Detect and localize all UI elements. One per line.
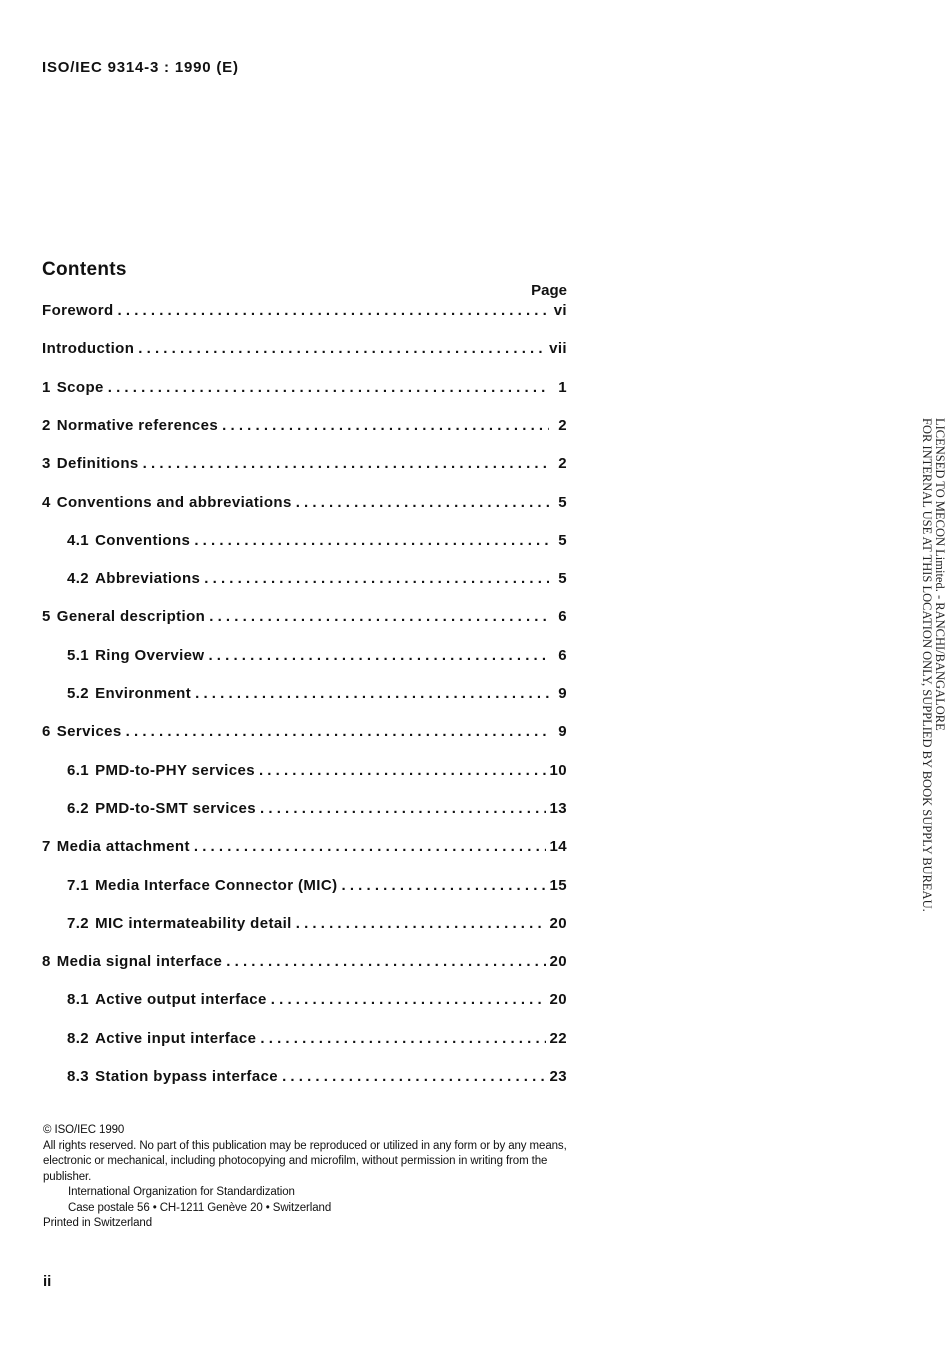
toc-entry-page: 13: [549, 800, 567, 817]
toc-leader-dots: [108, 379, 549, 396]
toc-entry-page: 5: [558, 532, 567, 549]
toc-entry[interactable]: [67, 915, 567, 932]
toc-entry[interactable]: [42, 838, 567, 855]
toc-entry-number: 2: [42, 417, 51, 434]
toc-leader-dots: [226, 953, 545, 970]
toc-entry-page: 9: [558, 723, 567, 740]
toc-entry-page: 2: [558, 455, 567, 472]
toc-entry-number: 5.1: [67, 647, 90, 664]
toc-entry-title: Introduction: [42, 340, 135, 357]
toc-leader-dots: [126, 723, 549, 740]
toc-entry-page: 10: [549, 762, 567, 779]
toc-entry[interactable]: [42, 608, 567, 625]
toc-leader-dots: [143, 455, 549, 472]
toc-leader-dots: [296, 915, 546, 932]
toc-entry-number: 1: [42, 379, 51, 396]
toc-entry[interactable]: [67, 991, 567, 1008]
toc-entry-number: 6.2: [67, 800, 90, 817]
toc-entry-title: Scope: [56, 379, 104, 396]
toc-leader-dots: [259, 762, 546, 779]
license-stamp: [918, 418, 946, 938]
toc-entry[interactable]: [67, 877, 567, 894]
toc-entry-page: 14: [549, 838, 567, 855]
toc-entry-page: 20: [549, 991, 567, 1008]
toc-leader-dots: [208, 647, 549, 664]
organization-name: International Organization for Standardization: [68, 1186, 295, 1198]
toc-leader-dots: [271, 991, 546, 1008]
toc-leader-dots: [204, 570, 549, 587]
toc-entry-number: 8.3: [67, 1068, 90, 1085]
toc-entry-title: PMD-to-PHY services: [95, 762, 255, 779]
toc-entry-page: 6: [558, 608, 567, 625]
toc-leader-dots: [138, 340, 545, 357]
toc-entry-page: 9: [558, 685, 567, 702]
copyright-block: [43, 1123, 573, 1232]
toc-leader-dots: [222, 417, 549, 434]
toc-entry-title: Ring Overview: [95, 647, 205, 664]
printed-in: Printed in Switzerland: [43, 1217, 153, 1229]
toc-entry-number: 5.2: [67, 685, 90, 702]
toc-entry-page: 1: [558, 379, 567, 396]
toc-entry-page: 2: [558, 417, 567, 434]
toc-entry-number: 7.1: [67, 877, 90, 894]
toc-leader-dots: [260, 800, 545, 817]
document-id-header: ISO/IEC 9314-3 : 1990 (E): [42, 59, 239, 76]
toc-entry-number: 8.2: [67, 1030, 90, 1047]
toc-entry-page: vi: [553, 302, 567, 319]
toc-entry-number: 7: [42, 838, 51, 855]
toc-entry-title: Conventions: [95, 532, 191, 549]
page-column-label: Page: [531, 282, 567, 299]
toc-entry[interactable]: [67, 685, 567, 702]
toc-entry[interactable]: [67, 570, 567, 587]
toc-entry-title: Services: [56, 723, 122, 740]
rights-statement: All rights reserved. No part of this publication may be reproduced or utilized in any form or by any means, electronic or mechanical, including photocopying and microfilm, without permission in writing from the publisher.: [43, 1139, 567, 1183]
contents-title: Contents: [42, 259, 127, 280]
toc-entry-title: General description: [56, 608, 206, 625]
toc-entry[interactable]: [67, 647, 567, 664]
toc-entry[interactable]: [42, 302, 567, 319]
toc-entry-page: vii: [549, 340, 567, 357]
toc-leader-dots: [296, 494, 549, 511]
toc-entry-title: Abbreviations: [95, 570, 201, 587]
toc-entry[interactable]: [67, 800, 567, 817]
toc-entry-title: Media Interface Connector (MIC): [95, 877, 338, 894]
toc-entry-title: Environment: [95, 685, 192, 702]
toc-entry[interactable]: [42, 953, 567, 970]
toc-entry[interactable]: [67, 532, 567, 549]
toc-entry[interactable]: [42, 417, 567, 434]
toc-entry-number: 4.1: [67, 532, 90, 549]
toc-entry-page: 20: [549, 953, 567, 970]
toc-leader-dots: [209, 608, 549, 625]
toc-entry[interactable]: [42, 723, 567, 740]
toc-entry-number: 8.1: [67, 991, 90, 1008]
toc-leader-dots: [195, 685, 549, 702]
toc-entry-page: 5: [558, 494, 567, 511]
toc-entry-number: 4: [42, 494, 51, 511]
toc-entry-title: Definitions: [56, 455, 139, 472]
license-line-1: LICENSED TO MECON Limited. - RANCHI/BANGALORE: [933, 418, 947, 731]
toc-entry-page: 22: [549, 1030, 567, 1047]
organization-address: Case postale 56 • CH-1211 Genève 20 • Switzerland: [68, 1201, 332, 1214]
toc-leader-dots: [194, 532, 549, 549]
toc-entry-number: 4.2: [67, 570, 90, 587]
toc-entry-number: 5: [42, 608, 51, 625]
toc-entry-page: 20: [549, 915, 567, 932]
toc-entry-page: 15: [549, 877, 567, 894]
toc-entry-number: 6: [42, 723, 51, 740]
toc-entry-title: Media attachment: [56, 838, 190, 855]
toc-entry-title: Media signal interface: [56, 953, 223, 970]
toc-entry[interactable]: [67, 762, 567, 779]
toc-entry-title: Station bypass interface: [95, 1068, 279, 1085]
toc-leader-dots: [282, 1068, 545, 1085]
page-number: ii: [43, 1273, 52, 1290]
toc-entry-title: Normative references: [56, 417, 219, 434]
toc-entry-number: 8: [42, 953, 51, 970]
toc-entry-title: MIC intermateability detail: [95, 915, 292, 932]
toc-leader-dots: [342, 877, 546, 894]
toc-leader-dots: [194, 838, 546, 855]
toc-entry-page: 5: [558, 570, 567, 587]
toc-entry-number: 3: [42, 455, 51, 472]
toc-entry[interactable]: [67, 1030, 567, 1047]
toc-entry-title: Active output interface: [95, 991, 267, 1008]
toc-entry-title: Active input interface: [95, 1030, 257, 1047]
copyright-line: © ISO/IEC 1990: [43, 1124, 125, 1136]
toc-entry-page: 6: [558, 647, 567, 664]
toc-leader-dots: [118, 302, 549, 319]
toc-entry[interactable]: [42, 494, 567, 511]
toc-entry-page: 23: [549, 1068, 567, 1085]
toc-entry[interactable]: [67, 1068, 567, 1085]
toc-entry-number: 6.1: [67, 762, 90, 779]
toc-entry-title: Conventions and abbreviations: [56, 494, 292, 511]
license-line-2: FOR INTERNAL USE AT THIS LOCATION ONLY, SUPPLIED BY BOOK SUPPLY BUREAU.: [920, 418, 934, 912]
toc-entry[interactable]: [42, 455, 567, 472]
toc-entry[interactable]: [42, 379, 567, 396]
toc-entry-title: PMD-to-SMT services: [95, 800, 257, 817]
toc-entry[interactable]: [42, 340, 567, 357]
toc-entry-number: 7.2: [67, 915, 90, 932]
toc-leader-dots: [260, 1030, 545, 1047]
toc-entry-title: Foreword: [42, 302, 114, 319]
